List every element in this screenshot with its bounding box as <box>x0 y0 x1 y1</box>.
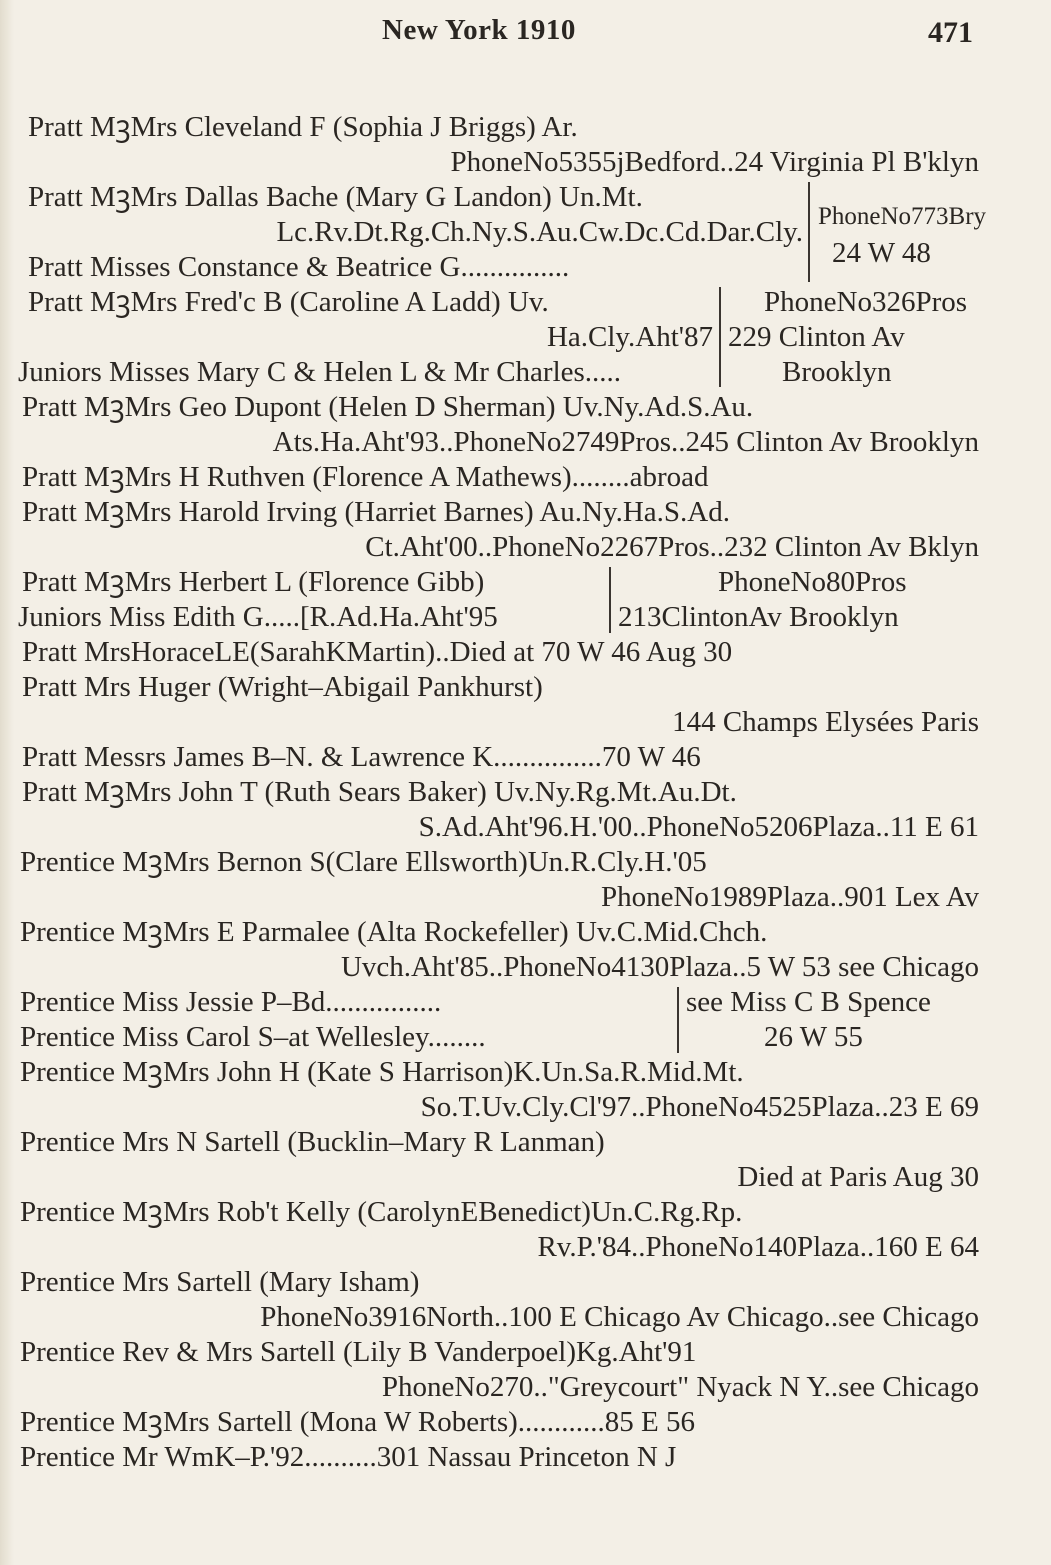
entry-line: Prentice MꝫMrs Sartell (Mona W Roberts)............85 E 56 <box>20 1406 696 1438</box>
entry-line: Pratt Misses Constance & Beatrice G............... <box>28 251 570 283</box>
entry-line: 26 W 55 <box>764 1021 863 1053</box>
entry-line: PhoneNo326Pros <box>764 286 968 318</box>
entry-line: PhoneNo5355jBedford..24 Virginia Pl B'klyn <box>450 146 979 178</box>
page-gutter-shadow <box>0 0 14 1565</box>
entry-line: Prentice MꝫMrs John H (Kate S Harrison)K.Un.Sa.R.Mid.Mt. <box>20 1056 744 1088</box>
entry-line: Pratt Mrs Huger (Wright–Abigail Pankhurst) <box>22 671 543 703</box>
entry-line: Pratt MꝫMrs Dallas Bache (Mary G Landon) Un.Mt. <box>28 181 643 213</box>
entry-line: Pratt MꝫMrs Herbert L (Florence Gibb) <box>22 566 485 598</box>
bracket-rule <box>808 182 810 282</box>
entry-line: Ha.Cly.Aht'87 <box>546 321 713 353</box>
entry-line: PhoneNo80Pros <box>718 566 907 598</box>
entry-line: PhoneNo3916North..100 E Chicago Av Chicago..see Chicago <box>260 1301 979 1333</box>
entry-line: Pratt MꝫMrs Fred'c B (Caroline A Ladd) Uv. <box>28 286 549 318</box>
entry-line: Prentice Miss Jessie P–Bd................ <box>20 986 442 1018</box>
entry-line: Prentice Miss Carol S–at Wellesley........ <box>20 1021 486 1053</box>
entry-line: Rv.P.'84..PhoneNo140Plaza..160 E 64 <box>537 1231 979 1263</box>
entry-line: 144 Champs Elysées Paris <box>672 706 979 738</box>
entry-line: PhoneNo270.."Greycourt" Nyack N Y..see Chicago <box>381 1371 979 1403</box>
entry-line: Ats.Ha.Aht'93..PhoneNo2749Pros..245 Clinton Av Brooklyn <box>272 426 979 458</box>
entry-line: Prentice MꝫMrs E Parmalee (Alta Rockefeller) Uv.C.Mid.Chch. <box>20 916 768 948</box>
bracket-rule <box>609 567 611 633</box>
entry-line: Pratt MꝫMrs Harold Irving (Harriet Barnes) Au.Ny.Ha.S.Ad. <box>22 496 731 528</box>
entry-line: Prentice MꝫMrs Bernon S(Clare Ellsworth)Un.R.Cly.H.'05 <box>20 846 707 878</box>
entry-line: 229 Clinton Av <box>728 321 905 353</box>
entry-line: PhoneNo1989Plaza..901 Lex Av <box>600 881 979 913</box>
entry-line: PhoneNo773Bry <box>818 203 987 230</box>
entry-line: Juniors Miss Edith G.....[R.Ad.Ha.Aht'95 <box>18 601 498 633</box>
entry-line: 213ClintonAv Brooklyn <box>618 601 899 633</box>
bracket-rule <box>677 987 679 1053</box>
entry-line: Pratt MꝫMrs Cleveland F (Sophia J Briggs) Ar. <box>28 111 578 143</box>
entry-line: Prentice Mr WmK–P.'92..........301 Nassau Princeton N J <box>20 1441 677 1473</box>
running-title: New York 1910 <box>382 14 576 46</box>
page-number: 471 <box>928 16 973 49</box>
entry-line: Pratt Messrs James B–N. & Lawrence K...............70 W 46 <box>22 741 701 773</box>
entry-line: So.T.Uv.Cly.Cl'97..PhoneNo4525Plaza..23 E 69 <box>420 1091 979 1123</box>
entry-line: Pratt MꝫMrs H Ruthven (Florence A Mathews)........abroad <box>22 461 709 493</box>
entry-line: see Miss C B Spence <box>686 986 931 1018</box>
entry-line: Lc.Rv.Dt.Rg.Ch.Ny.S.Au.Cw.Dc.Cd.Dar.Cly. <box>276 216 803 248</box>
entry-line: Prentice Rev & Mrs Sartell (Lily B Vanderpoel)Kg.Aht'91 <box>20 1336 697 1368</box>
entry-line: Prentice MꝫMrs Rob't Kelly (CarolynEBenedict)Un.C.Rg.Rp. <box>20 1196 743 1228</box>
entry-line: 24 W 48 <box>832 237 931 269</box>
bracket-rule <box>719 287 721 387</box>
entry-line: Died at Paris Aug 30 <box>737 1161 979 1193</box>
entry-line: Prentice Mrs N Sartell (Bucklin–Mary R Lanman) <box>20 1126 605 1158</box>
entry-line: Pratt MꝫMrs John T (Ruth Sears Baker) Uv.Ny.Rg.Mt.Au.Dt. <box>22 776 737 808</box>
entry-line: Uvch.Aht'85..PhoneNo4130Plaza..5 W 53 see Chicago <box>340 951 979 983</box>
entry-line: Prentice Mrs Sartell (Mary Isham) <box>20 1266 420 1298</box>
entry-line: Ct.Aht'00..PhoneNo2267Pros..232 Clinton Av Bklyn <box>365 531 979 563</box>
entry-line: Pratt MrsHoraceLE(SarahKMartin)..Died at 70 W 46 Aug 30 <box>22 636 733 668</box>
entry-line: Pratt MꝫMrs Geo Dupont (Helen D Sherman) Uv.Ny.Ad.S.Au. <box>22 391 754 423</box>
entry-line: Brooklyn <box>782 356 892 388</box>
entry-line: Juniors Misses Mary C & Helen L & Mr Charles..... <box>18 356 622 388</box>
running-header <box>0 10 1051 54</box>
entry-line: S.Ad.Aht'96.H.'00..PhoneNo5206Plaza..11 E 61 <box>418 811 979 843</box>
